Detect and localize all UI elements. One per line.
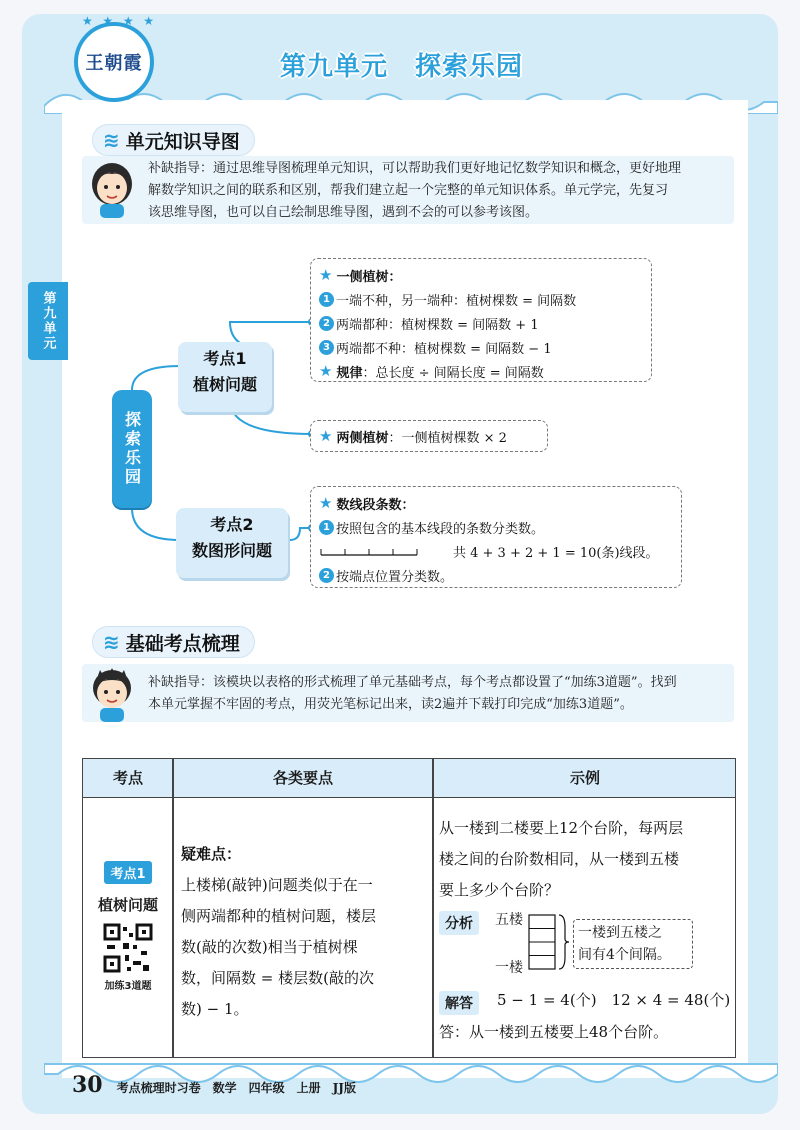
points-line: 上楼梯(敲钟)问题类似于在一 bbox=[181, 876, 373, 894]
guidance-note-text bbox=[148, 672, 732, 716]
points-line: 侧两端都种的植树问题，楼层 bbox=[181, 907, 377, 925]
number-circle-icon: 1 bbox=[319, 292, 334, 307]
section-basic-points-heading bbox=[92, 626, 255, 658]
example-question bbox=[439, 813, 735, 906]
note-line: 补缺指导：通过思维导图梳理单元知识，可以帮助我们更好地记忆数学知识和概念，更好地理 bbox=[148, 161, 682, 176]
one-side-title: 一侧植树： bbox=[336, 269, 402, 285]
segments-title: 数线段条数： bbox=[336, 497, 415, 513]
number-circle-icon: 1 bbox=[319, 520, 334, 535]
table-header bbox=[83, 759, 735, 798]
point-badge: 考点1 bbox=[104, 861, 151, 884]
answer-text: 答：从一楼到五楼要上48个台阶。 bbox=[439, 1023, 669, 1041]
point1-title: 植树问题 bbox=[192, 375, 257, 394]
rule-label: 规律 bbox=[336, 365, 363, 381]
section-title: 单元知识导图 bbox=[125, 130, 240, 153]
header-cell: 示例 bbox=[569, 769, 600, 787]
segments-item: 按照包含的基本线段的条数分类数。 bbox=[336, 521, 545, 537]
example-line: 要上多少个台阶？ bbox=[439, 881, 560, 899]
floor-bottom-label: 一楼 bbox=[495, 960, 523, 976]
floor-top-label: 五楼 bbox=[495, 912, 523, 928]
points-title: 疑难点： bbox=[181, 845, 242, 863]
number-circle-icon: 2 bbox=[319, 316, 334, 331]
two-side-text: ：一侧植树棵数 × 2 bbox=[388, 430, 507, 446]
number-circle-icon: 2 bbox=[319, 568, 334, 583]
segment-count-box bbox=[310, 486, 682, 588]
logo-stars-icon: ★ ★ ★ ★ bbox=[82, 14, 154, 28]
boy-avatar-icon bbox=[86, 664, 138, 722]
answer-label: 解答 bbox=[439, 991, 479, 1015]
analysis-note-line: 间有4个间隔。 bbox=[578, 947, 671, 963]
page-footer bbox=[72, 1072, 356, 1098]
answer-calculation: 5 − 1 = 4(个) 12 × 4 = 48(个) bbox=[497, 991, 731, 1009]
example-line: 从一楼到二楼要上12个台阶，每两层 bbox=[439, 819, 684, 837]
key-points-cell bbox=[181, 839, 427, 1025]
two-side-planting-box bbox=[310, 420, 548, 452]
note-line: 解数学知识之间的联系和区别，帮我们建立起一个完整的单元知识体系。单元学完，先复习 bbox=[148, 183, 669, 198]
rule-item: 两端都种：植树棵数 = 间隔数 + 1 bbox=[336, 317, 539, 333]
rule-item: 两端都不种：植树棵数 = 间隔数 − 1 bbox=[336, 341, 552, 357]
qr-code-icon[interactable] bbox=[103, 923, 153, 973]
rule-item: 一端不种，另一端种：植树棵数 = 间隔数 bbox=[336, 293, 577, 309]
star-icon: ★ bbox=[319, 494, 333, 512]
mindmap-root-node: 探索乐园 bbox=[112, 390, 152, 508]
qr-label: 加练3道题 bbox=[104, 981, 152, 992]
number-circle-icon: 3 bbox=[319, 340, 334, 355]
wave-icon: ≋ bbox=[103, 630, 120, 654]
header-cell: 各类要点 bbox=[272, 769, 333, 787]
one-side-planting-box bbox=[310, 258, 652, 382]
note-line: 本单元掌握不牢固的考点，用荧光笔标记出来，读2遍并下载打印完成“加练3道题”。 bbox=[148, 697, 633, 712]
analysis-note-line: 一楼到五楼之 bbox=[578, 925, 662, 941]
section-title: 基础考点梳理 bbox=[125, 632, 240, 655]
point2-title: 数图形问题 bbox=[191, 541, 272, 560]
example-line: 楼之间的台阶数相同，从一楼到五楼 bbox=[439, 850, 680, 868]
points-line: 数(敲的次数)相当于植树棵 bbox=[181, 938, 358, 956]
logo-name: 王朝霞 bbox=[85, 53, 143, 74]
point-name: 植树问题 bbox=[97, 896, 158, 914]
point1-node bbox=[178, 342, 272, 412]
point-cell bbox=[83, 861, 173, 992]
header-cell: 考点 bbox=[112, 769, 143, 787]
line-segment-diagram bbox=[319, 543, 419, 559]
book-info: 考点梳理时习卷 数学 四年级 上册 JJ版 bbox=[116, 1081, 356, 1095]
analysis-label: 分析 bbox=[439, 911, 479, 935]
stairs-diagram bbox=[527, 913, 573, 971]
segments-formula: 共 4 + 3 + 2 + 1 = 10(条)线段。 bbox=[453, 545, 659, 561]
points-table bbox=[82, 758, 736, 1058]
note-line: 补缺指导：该模块以表格的形式梳理了单元基础考点，每个考点都设置了“加练3道题”。找到 bbox=[148, 675, 677, 690]
star-icon: ★ bbox=[319, 362, 333, 380]
segments-item: 按端点位置分类数。 bbox=[336, 569, 454, 585]
two-side-label: 两侧植树 bbox=[336, 430, 389, 446]
points-line: 数，间隔数 = 楼层数(敲的次 bbox=[181, 969, 374, 987]
star-icon: ★ bbox=[319, 427, 333, 445]
rule-text: ：总长度 ÷ 间隔长度 = 间隔数 bbox=[362, 365, 544, 381]
side-unit-tab: 第九单元 bbox=[28, 282, 68, 360]
column-divider bbox=[432, 759, 434, 1057]
point2-node bbox=[176, 508, 288, 578]
page-number: 30 bbox=[72, 1072, 103, 1098]
unit-title: 第九单元 探索乐园 bbox=[280, 52, 524, 82]
star-icon: ★ bbox=[319, 266, 333, 284]
point2-label: 考点2 bbox=[210, 515, 254, 534]
wave-icon: ≋ bbox=[103, 128, 120, 152]
point1-label: 考点1 bbox=[203, 349, 247, 368]
note-line: 该思维导图，也可以自己绘制思维导图，遇到不会的可以参考该图。 bbox=[148, 205, 539, 220]
points-line: 数) − 1。 bbox=[181, 1000, 249, 1018]
analysis-note-box bbox=[573, 919, 693, 969]
